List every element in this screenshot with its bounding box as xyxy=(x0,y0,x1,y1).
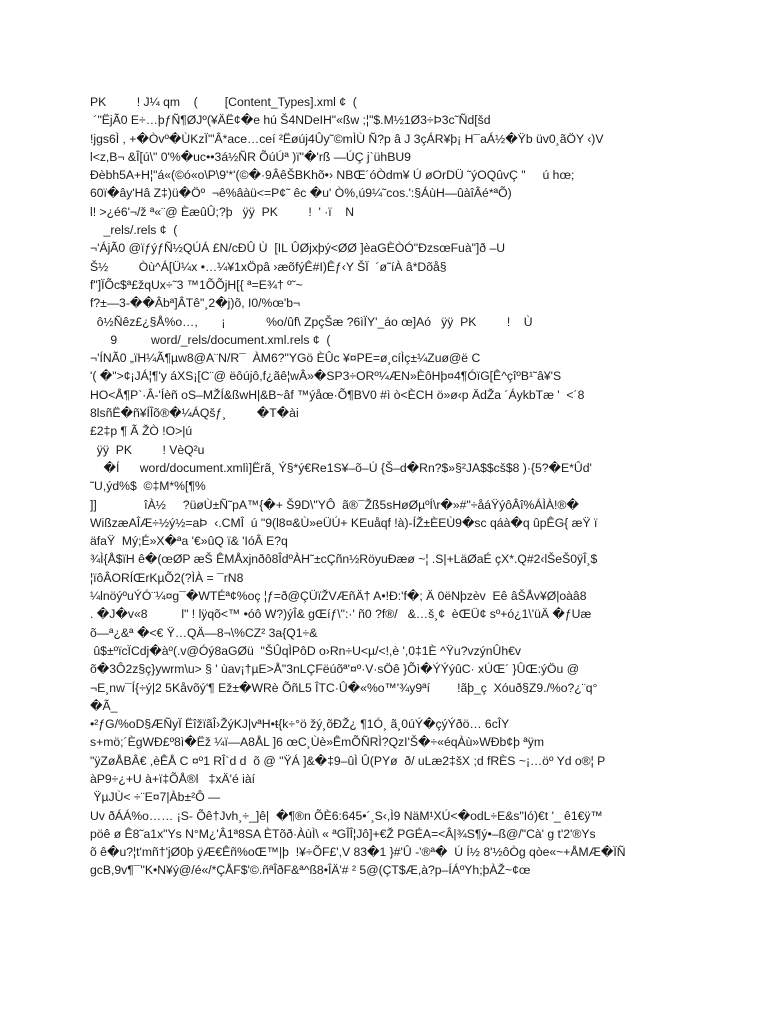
text-line: f"]ÏÕc$ª£žqUx÷˜3 ™1ÕÕjH[{ ª=E¾† º˜~ xyxy=(90,277,303,292)
text-line: _rels/.rels ¢ ( xyxy=(90,223,178,238)
text-line: 8lsñË�ñ¥ÍÎõ®�¼ÁQšƒ¸ �T�ài xyxy=(90,406,299,421)
text-line: ¬'ÁjÃ0 @ïƒýƒÑ½QÚÁ £N/cÐÛ Ù [IL ÛØjxþý<ØØ ]èaGÈÒÓ"ÐzsœFuà"]ð –U xyxy=(90,241,506,256)
text-line: Š½ Òù^Á[Ü¼x •…¼¥1xÖpâ ›æõfýÊ#I)Êƒ‹Y ŠÏ ´ø˜íÀ â*Dõå§ xyxy=(90,259,447,274)
text-line: WißzæAÎÆ÷½ý½=aÞ ‹.CMÎ ú "9(l8¤&Ù»eÜÚ+ KEuåqf !à)-ÍŽ±ÈEÙ9�sc qáà�q ûpÊG{ æŸ ï xyxy=(90,515,598,530)
text-line: l! >¿é6'¬/ž ª«¨@ ÈæûÛ;?þ ÿÿ PK ! ' ·ï N xyxy=(90,204,355,219)
text-line: gcB,9v¶¯"K•N¥ý@/é«/*ÇÅF$'©.ñªÎðF&ª^ß8•ÎÄ'# ² 5@(ÇT$Æ,à?p–ÍÁºYh;þÀŽ~¢œ xyxy=(90,863,531,878)
text-line: äfaŸ Mý;É»X�ªa '€»ûQ ï& 'IóÂ E?q xyxy=(90,534,288,549)
text-line: �Í word/document.xmlì]Ërã¸ Ý§*ý€Re1S¥–õ–Ú {Š–d�Rn?$»§²JA$$cš$8 )·{5?�E*Ûd' xyxy=(90,460,592,475)
text-line: !jgs6Ì , +�Òvº�ÙKzÏ'"Â*ace…ceí ²Ëøúj4Ûy˜©mÌÙ Ñ?p â J 3çÁR¥þ¡ H¯aÁ½�Ÿb üv0¸ãÖY ‹)V xyxy=(90,131,604,146)
text-line: ¾Ì{Å$ïH ê�(œØP æŠ ÊMÅxjnðô8ÎdºÀH˜±cÇñn½RöyuÐæø ~¦ .S|+LäØaÉ çX*.Q#2‹lŠeŠ0ÿÎ¸$ xyxy=(90,552,598,567)
text-line: ¼lnöýºuÝÓ¨¼¤g¯�WTÉª¢%oç ¦ƒ=ð@ÇÜïŽVÆñÄ† A•!Ð:'f�; Ä 0ëNþzèv Eê âŠÅv¥Ø|oàâ8 xyxy=(90,589,587,604)
text-line: àP9÷¿+U à+ï‡ÕÅ®l ‡xÄ'é iàí xyxy=(90,771,256,786)
text-line: õ�3Ô2z§ç}ywrm\u> § ' ùav¡†µE>Å"3nLÇFëúõª'¤º·V·sÖê }Õì�ÝÝýûC· xÚŒ´ }ÛŒ:ýÖu @ xyxy=(90,662,580,677)
text-line: ˜U,ýd%$ ©‡M*%[¶% xyxy=(90,479,206,494)
text-line: •²ƒG/%oD§ÆÑyÏ ËîžïãÎ›ŽýKJ|vªH•ŧ{k÷°ö žý¸õÐŽ¿ ¶1Ó¸ ã¸0úÝ�çýÝðö… 6cÎY xyxy=(90,717,510,732)
text-line: ´"ËjÃ0 E÷…þƒÑ¶ØJº(¥ÄË¢�e hú Š4NDeIH"«ßw ;¦"$.M½1Ø3÷Þ3c˜Ñd[šd xyxy=(90,113,491,128)
document-text-body xyxy=(90,93,710,880)
text-line: 9 word/_rels/document.xml.rels ¢ ( xyxy=(90,332,331,347)
text-line: õ—ª¿&ª �<€ Ÿ…QÄ—8¬\%CZ² 3a{Q1÷& xyxy=(90,625,318,640)
text-line: ÿÿ PK ! VèQ²u xyxy=(90,442,205,457)
text-line: ¬E¸nw¯Í{÷ý|2 5Kåvõý'¶ Ež±�WRè ÕñL5 ÎTC·Û�«%o™'¾y9ªí !ãþ_ç Xóuð§Z9./%o?¿¨q° xyxy=(90,680,598,695)
text-line: �Ã_ xyxy=(90,698,118,713)
text-line: "ÿZøÅBÂ€ ,èÊÅ C ¤º1 RÎ`d d õ @ "ŸÁ ]&�‡9–ûÌ Û(PYø ð/ uLæ2‡šX ;d fRÈS ~¡…öº Yd o®¦ P xyxy=(90,753,606,768)
text-line: ¦ïôÂORÍŒrKµÕ2(?ÌÀ = ¯rN8 xyxy=(90,570,244,585)
text-line: 60ï�ây'Hâ Z‡)ü�Öº ¬ê%âàü<=P¢˜ êc �u' Ò%,ú9¼˜cos.':§ÁùH—ûàîÂé*ªÕ) xyxy=(90,186,512,201)
text-line: f?±—3-��Âbª]ÂTê"¸2�j)õ, I0/%œ'b¬ xyxy=(90,296,301,311)
text-line: s+mö;´ÈgWÐ£º8ì�Ëž ¼ï—A8ÅL ]6 œC¸Ùè»ÊmÕÑRÌ?QzI'Š�÷«éqÀù»WÐb¢þ ªÿm xyxy=(90,735,544,750)
text-line: ¬'ÍNÃ0 „ïH¼Ã¶µw8@A¨N/R¯ ÀM6?"YGö ÈÛc ¥¤PE=ø¸cíÌç±¼Zuø@ë C xyxy=(90,351,481,366)
text-line: Uv ðÁÁ%o…… ¡S- Õê†Jvh¸÷_]ê| �¶®n ÕÈ6:645•´¸S‹,Ì9 NäM¹XÚ<�odL÷E&s"Ió)€t '_ ê1€ÿ™ xyxy=(90,808,603,823)
text-line: ŸµJÙ< ÷¨E¤7|Àb±²Ô — xyxy=(90,790,221,805)
text-line: l<z,B¬ &Î[ú\" 0'%�uc••3á½ÑR ÕúÚª )ï"�'rß —ÚÇ j`ühBU9 xyxy=(90,149,411,164)
text-line: £2‡p ¶ Ã ŽÒ !O>|ú xyxy=(90,424,193,439)
text-line: pöê ø Ê8˜a1x"Ys N°M¿'Â1ª8SA ÈTõð·ÀùÌ\ « ªGÎÎ¦Jô]+€Ž PGÉA=<Â|¾S¶ý•–ß@/"Cà' g t'2'®Ys xyxy=(90,826,596,841)
text-line: . �J�v«8 l" ! lÿqõ<™ •óô W?)ýÎ& gŒíƒ\":·' ñ0 ?f®/ &…š¸¢ èŒÜ¢ sº+ó¿1\'üÄ �ƒUæ xyxy=(90,607,592,622)
text-line: õ ê�u?¦t'mñ†'jØ0þ ÿÆ€Êñ%oŒ™|þ !¥÷ÕF£',V 83�1 }#'Û -'®ª� Ú Í½ 8'½ôÒg qòe«~+ÅMÆ�ÏÑ xyxy=(90,845,626,860)
text-line: ]] îÀ½ ?üøÙ±Ñ˜pA™{�+ Š9D\"YÔ ã®¯Žß5sHøØµºÍ\r�»#"÷åáŸýôÂî%ÁÌÀ!®� xyxy=(90,497,579,512)
text-line: '( �">¢¡JÁ¦¶'y áXS¡[C¨@ ëôújô,f¿ãê¦wÂ»�SP3÷ORº¼ÆN»ÈôHþ¤4¶ÓïG[Ê^çîºB¹˜â¥'S xyxy=(90,369,562,384)
text-line: PK ! J¼ qm ( [Content_Types].xml ¢ ( xyxy=(90,95,357,109)
text-line: û$±ºïcÏCdj�àº(.v@Óý8aGØü "ŠÛqÌPôD o›Rn÷U<µ/<!,è ',0‡1È ^Ÿu?vzýnÛh€v xyxy=(90,643,521,658)
text-line: Ðèbh5A+H¦"á«(©ó«o\P\9'*'(©�·9ÂêŠBKhõ•› NBŒ´óÒdm¥ Ú øOrDÜ ˜ýOQûvÇ " ú hœ; xyxy=(90,168,575,183)
text-line: ô½Ñêz£¿§Å%o…, ¡ %o/ûf\ ZpçŠæ ?6ìÏY'_áo œ]Aó ÿÿ PK ! Ù xyxy=(90,314,533,329)
text-line: HO<Å¶P`·Â-'Íèñ oS–MŽÍ&ßwH|&B~âf ™ýåœ·Õ¶BV0 #ì ò<ÈCH ö»ø‹p ÄdŽa ´ÁykbTæ ' <´8 xyxy=(90,387,585,402)
